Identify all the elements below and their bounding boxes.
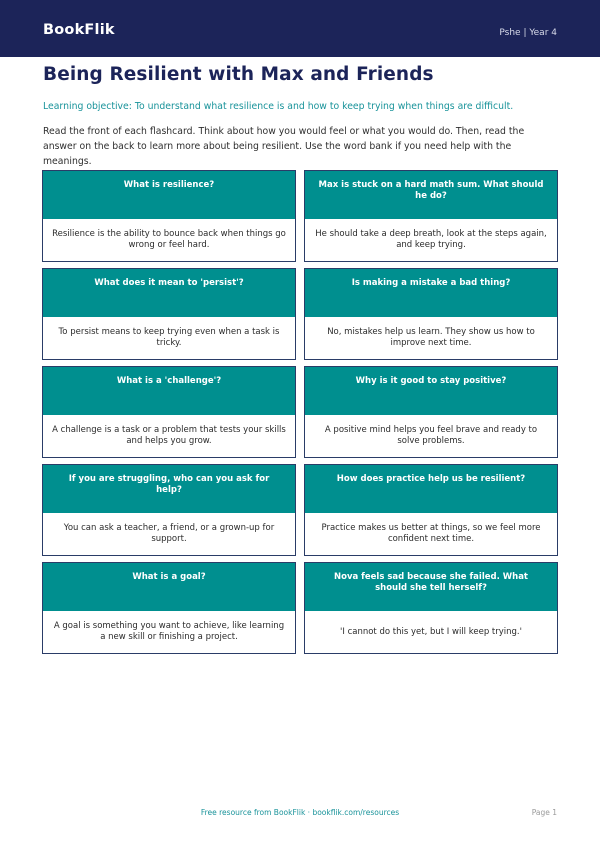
instructions-text: Read the front of each flashcard. Think about how you would feel or what you would do. Then, read the answer on the back to learn more about being resilient. Use the word bank if you need help with the meanings. [43,126,525,167]
flashcard[interactable] [42,366,296,458]
flashcard-back: 'I cannot do this yet, but I will keep trying.' [340,626,522,637]
page-title: Being Resilient with Max and Friends [43,64,434,85]
flashcard-back: He should take a deep breath, look at the steps again, and keep trying. [315,229,547,250]
footer-resource-link[interactable]: Free resource from BookFlik · bookflik.com/resources [200,808,400,817]
flashcard-front: Nova feels sad because she failed. What should she tell herself? [305,563,557,611]
flashcard[interactable] [42,464,296,556]
flashcard-front: What is a 'challenge'? [43,367,295,415]
flashcard-front: What does it mean to 'persist'? [43,269,295,317]
flashcard[interactable] [304,268,558,360]
flashcard-back: To persist means to keep trying even when a task is tricky. [58,327,280,348]
header-bar [0,0,600,57]
flashcard-front: What is resilience? [43,171,295,219]
flashcard-back: You can ask a teacher, a friend, or a grown-up for support. [63,523,275,544]
flashcard-back: Practice makes us better at things, so we feel more confident next time. [321,523,541,544]
flashcard[interactable] [42,562,296,654]
flashcard-back: A positive mind helps you feel brave and ready to solve problems. [324,425,538,446]
flashcard[interactable] [304,170,558,262]
flashcard-front: If you are struggling, who can you ask for help? [43,465,295,513]
flashcard-front: Max is stuck on a hard math sum. What should he do? [305,171,557,219]
flashcard-front: What is a goal? [43,563,295,611]
page-number: Page 1 [531,808,557,817]
flashcard[interactable] [304,464,558,556]
flashcard[interactable] [42,170,296,262]
learning-objective: Learning objective: To understand what resilience is and how to keep trying when things are difficult. [43,101,514,112]
flashcard[interactable] [304,366,558,458]
flashcard[interactable] [42,268,296,360]
subject-year-label: Pshe | Year 4 [499,28,557,38]
flashcard-front: Why is it good to stay positive? [305,367,557,415]
brand-logo[interactable]: BookFlik [43,22,115,38]
flashcard[interactable] [304,562,558,654]
flashcard-back: Resilience is the ability to bounce back when things go wrong or feel hard. [52,229,286,250]
flashcard-back: A challenge is a task or a problem that tests your skills and helps you grow. [52,425,286,446]
flashcard-back: A goal is something you want to achieve, like learning a new skill or finishing a project. [53,621,285,642]
flashcard-front: How does practice help us be resilient? [305,465,557,513]
flashcard-back: No, mistakes help us learn. They show us how to improve next time. [327,327,535,348]
flashcard-front: Is making a mistake a bad thing? [305,269,557,317]
